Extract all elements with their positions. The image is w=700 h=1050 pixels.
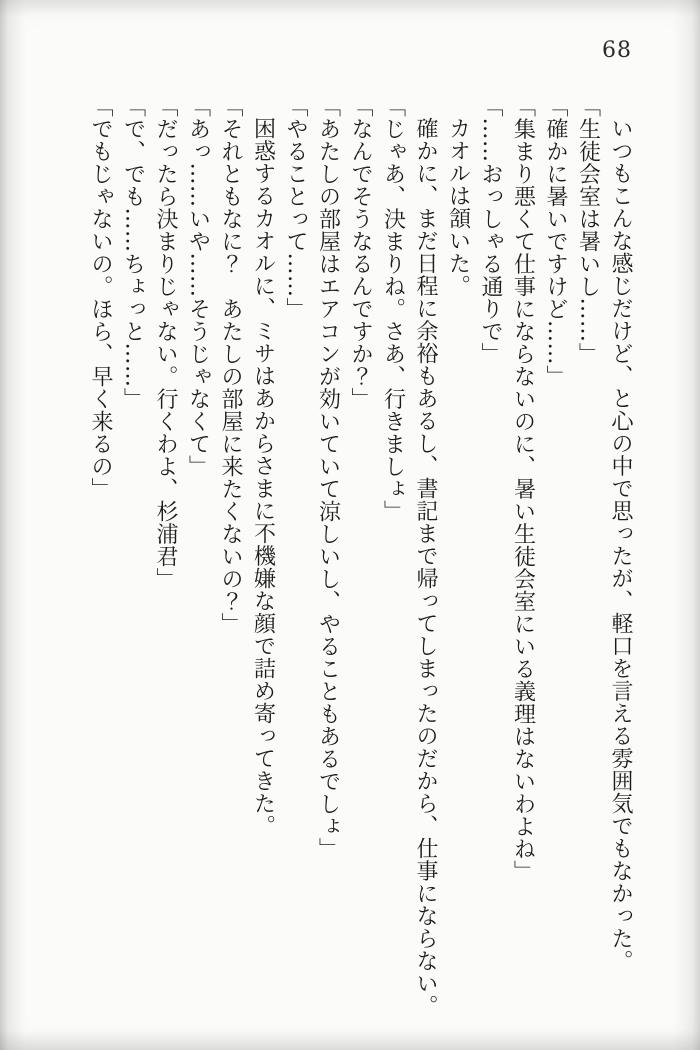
text-line: 「……おっしゃる通りで」 [478, 95, 503, 365]
text-line: 「やることって……」 [283, 95, 308, 320]
text-line: 「なんでそうなるんですか？」 [348, 95, 373, 410]
text-line: いつもこんな感じだけど、と心の中で思ったが、軽口を言える雰囲気でもなかった。 [608, 117, 633, 972]
text-line: 「じゃあ、決まりね。さあ、行きましょ」 [380, 95, 406, 523]
text-line: 「あっ……いや……そうじゃなくて」 [185, 95, 211, 478]
text-line: 「で、でも……ちょっと……」 [120, 95, 146, 410]
text-line: 困惑するカオルに、ミサはあからさまに不機嫌な顔で詰め寄ってきた。 [250, 117, 276, 837]
vertical-text-block [84, 95, 637, 1017]
text-line: 「確かに暑いですけど……」 [543, 95, 568, 388]
text-line: 「でもじゃないの。ほら、早く来るの」 [88, 95, 113, 500]
text-line: 「生徒会室は暑いし……」 [575, 95, 601, 365]
text-line: カオルは頷いた。 [445, 117, 471, 297]
text-line: 確かに、まだ日程に余裕もあるし、書記まで帰ってしまったのだから、仕事にならない。 [413, 117, 438, 1017]
text-line: 「あたしの部屋はエアコンが効いていて涼しいし、やることもあるでしょ」 [315, 95, 341, 860]
page-number: 68 [602, 38, 632, 63]
text-line: 「それともなに？ あたしの部屋に来たくないの？」 [218, 95, 243, 635]
text-line: 「集まり悪くて仕事にならないのに、暑い生徒会室にいる義理はないわよね」 [510, 95, 536, 883]
text-line: 「だったら決まりじゃない。行くわよ、杉浦君」 [153, 95, 178, 590]
